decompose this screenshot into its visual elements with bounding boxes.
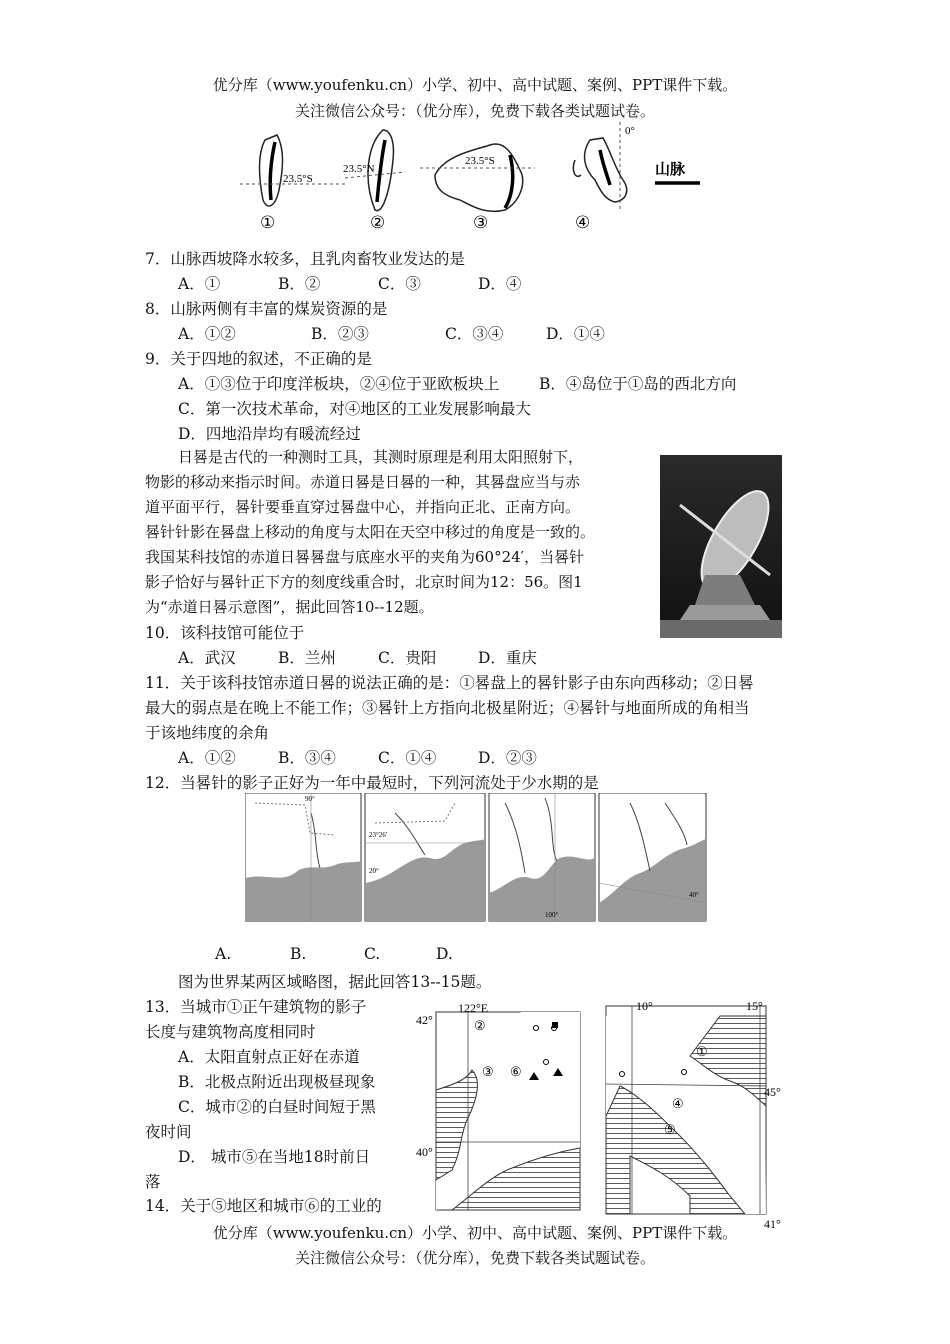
map-right-lat-1: 45°	[764, 1085, 781, 1099]
map-left-lat-bottom: 40°	[416, 1145, 433, 1159]
map-left-lon: 122°E	[458, 1001, 489, 1015]
q10-option-c: C．贵阳	[378, 649, 437, 667]
mountain-figure	[235, 120, 715, 232]
map-b-label-1: 23°26′	[369, 831, 388, 839]
q12-stem: 12．当晷针的影子正好为一年中最短时，下列河流处于少水期的是	[145, 774, 599, 792]
region-map-right	[600, 996, 790, 1232]
q8-option-d: D．①④	[546, 325, 605, 343]
q12-option-a: A.	[215, 945, 232, 963]
q12-option-b: B.	[290, 945, 307, 963]
map-c-label: 100°	[545, 911, 559, 919]
lat-label-1: 23.5°S	[283, 173, 313, 185]
lat-label-3: 23.5°S	[465, 155, 495, 167]
q14-stem: 14．关于⑤地区和城市⑥的工业的	[145, 1197, 382, 1215]
q7-option-b: B．②	[278, 275, 321, 293]
q8-stem: 8．山脉两侧有丰富的煤炭资源的是	[145, 300, 388, 318]
map-left-city-6: ⑥	[510, 1064, 522, 1079]
footer-line-1: 优分库（www.youfenku.cn）小学、初中、高中试题、案例、PPT课件下载。	[212, 1224, 738, 1242]
passage-line-4: 晷针针影在晷盘上移动的角度与太阳在天空中移过的角度是一致的。	[145, 523, 596, 541]
map-c	[489, 793, 595, 921]
q7-option-a: A．①	[178, 275, 221, 293]
q7-option-c: C．③	[378, 275, 421, 293]
q10-option-d: D．重庆	[478, 649, 537, 667]
map-b	[365, 793, 485, 921]
q9-option-b: B．④岛位于①岛的西北方向	[539, 375, 737, 393]
sundial-photo	[660, 455, 782, 638]
map-left-city-2: ②	[474, 1018, 486, 1033]
figure-label-2: ②	[370, 213, 386, 232]
map-right-lon-2: 15°	[746, 999, 763, 1013]
intro-13-15: 图为世界某两区域略图，据此回答13--15题。	[178, 973, 492, 991]
map-right-lon-1: 10°	[636, 999, 653, 1013]
q13-line-1: 13．当城市①正午建筑物的影子	[145, 998, 367, 1016]
q11-line-2: 最大的弱点是在晚上不能工作；③晷针上方指向北极星附近；④晷针与地面所成的角相当	[145, 699, 750, 717]
passage-line-2: 物影的移动来指示时间。赤道日晷是日晷的一种，其晷盘应当与赤	[145, 473, 581, 491]
q13-option-d-cont: 落	[145, 1173, 161, 1191]
q8-option-c: C．③④	[445, 325, 504, 343]
map-left-city-3: ③	[482, 1064, 494, 1079]
river-maps	[245, 793, 707, 923]
header-line-1: 优分库（www.youfenku.cn）小学、初中、高中试题、案例、PPT课件下载。	[212, 76, 738, 94]
map-b-label-2: 20°	[369, 867, 379, 875]
figure-label-1: ①	[260, 213, 276, 232]
map-left-lat-top: 42°	[416, 1013, 433, 1027]
map-right-city-4: ④	[672, 1096, 684, 1111]
q11-line-1: 11．关于该科技馆赤道日晷的说法正确的是：①晷盘上的晷针影子由东向西移动；②日晷	[145, 674, 754, 692]
map-a	[245, 793, 361, 921]
q11-option-a: A．①②	[178, 749, 236, 767]
q11-line-3: 于该地纬度的余角	[145, 724, 270, 742]
legend-label: 山脉	[655, 162, 686, 178]
q13-option-a: A．太阳直射点正好在赤道	[178, 1048, 360, 1066]
q9-option-d: D．四地沿岸均有暖流经过	[178, 425, 361, 443]
map-right-lat-2: 41°	[764, 1217, 781, 1231]
q12-option-d: D.	[436, 945, 453, 963]
passage-line-7: 为“赤道日晷示意图”，据此回答10--12题。	[145, 598, 434, 616]
passage-line-6: 影子恰好与晷针正下方的刻度线重合时，北京时间为12：56。图1	[145, 573, 583, 591]
q11-option-b: B．③④	[278, 749, 336, 767]
passage-line-3: 道平面平行，晷针要垂直穿过晷盘中心，并指向正北、正南方向。	[145, 498, 581, 516]
map-d	[599, 793, 706, 921]
q13-line-2: 长度与建筑物高度相同时	[145, 1023, 316, 1041]
passage-line-5: 我国某科技馆的赤道日晷晷盘与底座水平的夹角为60°24′，当晷针	[145, 548, 585, 566]
q12-option-c: C.	[364, 945, 381, 963]
lat-label-2: 23.5°N	[343, 163, 375, 175]
header-line-2: 关注微信公众号：（优分库），免费下载各类试题试卷。	[294, 102, 655, 120]
footer-line-2: 关注微信公众号：（优分库），免费下载各类试题试卷。	[294, 1249, 655, 1267]
figure-label-3: ③	[473, 213, 489, 232]
q9-option-c: C．第一次技术革命，对④地区的工业发展影响最大	[178, 400, 531, 418]
q8-option-a: A．①②	[178, 325, 236, 343]
region-map-left	[412, 1000, 582, 1212]
q8-option-b: B．②③	[311, 325, 369, 343]
q13-option-c-cont: 夜时间	[145, 1123, 192, 1141]
q9-stem: 9．关于四地的叙述，不正确的是	[145, 350, 372, 368]
q13-option-b: B．北极点附近出现极昼现象	[178, 1073, 376, 1091]
q11-option-c: C．①④	[378, 749, 437, 767]
map-right-city-1: ①	[696, 1044, 708, 1059]
map-right-city-5: ⑤	[664, 1122, 676, 1137]
zero-label: 0°	[625, 125, 635, 137]
q7-stem: 7．山脉西坡降水较多，且乳肉畜牧业发达的是	[145, 250, 465, 268]
figure-label-4: ④	[575, 213, 591, 232]
q11-option-d: D．②③	[478, 749, 537, 767]
map-d-label: 40°	[689, 891, 699, 899]
q13-option-d: D． 城市⑤在当地18时前日	[178, 1148, 371, 1166]
q9-option-a: A．①③位于印度洋板块，②④位于亚欧板块上	[178, 375, 500, 393]
q7-option-d: D．④	[478, 275, 522, 293]
map-a-label: 90°	[305, 795, 315, 803]
q10-option-b: B．兰州	[278, 649, 336, 667]
passage-line-1: 日晷是古代的一种测时工具，其测时原理是利用太阳照射下，	[178, 448, 584, 466]
q10-stem: 10．该科技馆可能位于	[145, 624, 305, 642]
q13-option-c: C．城市②的白昼时间短于黑	[178, 1098, 376, 1116]
q10-option-a: A．武汉	[178, 649, 236, 667]
